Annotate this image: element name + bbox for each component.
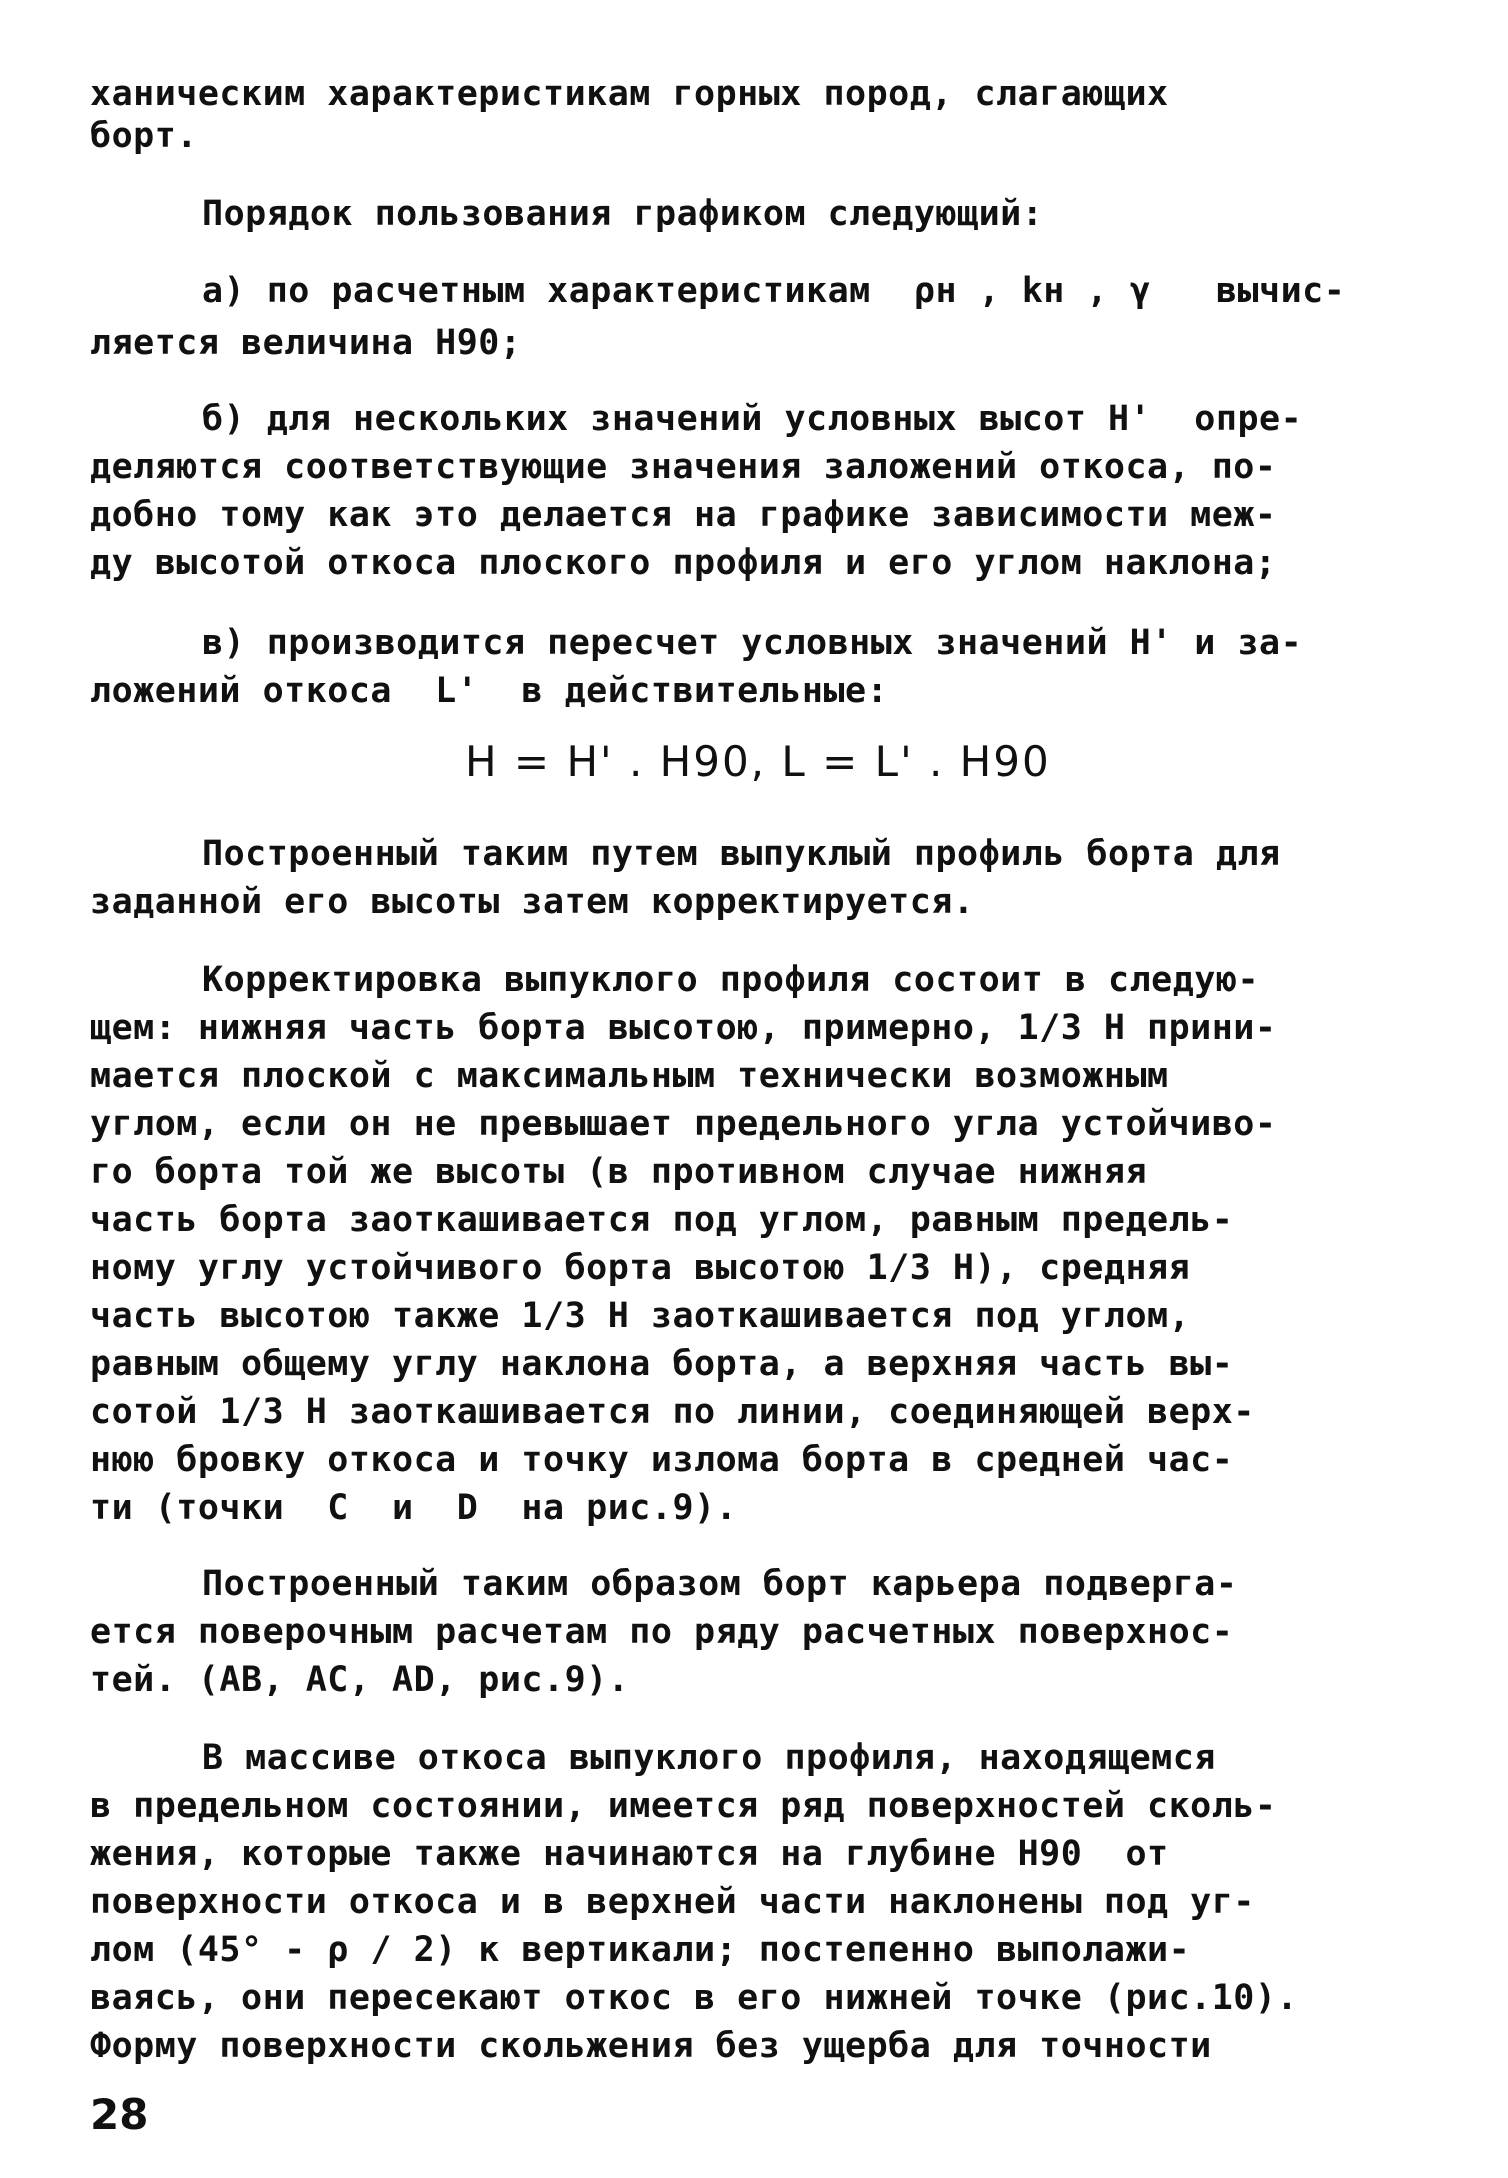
text-line: ному углу устойчивого борта высотою 1/3 H), средняя — [90, 1248, 1191, 1288]
text-line: в) производится пересчет условных значений H' и за- — [202, 623, 1303, 663]
text-line: Корректировка выпуклого профиля состоит в следую- — [202, 960, 1260, 1000]
formula: H = H' . H90, L = L' . H90 — [465, 737, 1051, 786]
text-line: щем: нижняя часть борта высотою, примерно, 1/3 H прини- — [90, 1008, 1277, 1048]
text-line: лом (45° - ρ / 2) к вертикали; постепенно выполажи- — [90, 1930, 1191, 1970]
text-line: углом, если он не превышает предельного угла устойчиво- — [90, 1104, 1277, 1144]
text-line: равным общему углу наклона борта, а верхняя часть вы- — [90, 1344, 1234, 1384]
text-line: тей. (AB, AC, AD, рис.9). — [90, 1660, 630, 1700]
text-line: ложений откоса L' в действительные: — [90, 671, 889, 711]
text-line: В массиве откоса выпуклого профиля, находящемся — [202, 1738, 1216, 1778]
text-line: ти (точки C и D на рис.9). — [90, 1488, 738, 1528]
text-line: а) по расчетным характеристикам ρн , kн , γ вычис- — [202, 271, 1346, 311]
text-line: заданной его высоты затем корректируется. — [90, 882, 975, 922]
text-line: ляется величина H90; — [90, 323, 522, 363]
text-line: нюю бровку откоса и точку излома борта в средней час- — [90, 1440, 1234, 1480]
text-line: добно тому как это делается на графике зависимости меж- — [90, 495, 1277, 535]
text-line: ханическим характеристикам горных пород, слагающих — [90, 74, 1169, 114]
text-line: Построенный таким путем выпуклый профиль борта для — [202, 834, 1281, 874]
text-line: поверхности откоса и в верхней части наклонены под уг- — [90, 1882, 1255, 1922]
text-line: часть борта заоткашивается под углом, равным предель- — [90, 1200, 1234, 1240]
text-line: деляются соответствующие значения заложений откоса, по- — [90, 447, 1277, 487]
text-line: в предельном состоянии, имеется ряд поверхностей сколь- — [90, 1786, 1277, 1826]
text-line: б) для нескольких значений условных высот H' опре- — [202, 399, 1303, 439]
text-line: сотой 1/3 H заоткашивается по линии, соединяющей верх- — [90, 1392, 1255, 1432]
text-line: мается плоской с максимальным технически возможным — [90, 1056, 1169, 1096]
text-line: борт. — [90, 116, 198, 156]
text-line: ется поверочным расчетам по ряду расчетных поверхнос- — [90, 1612, 1234, 1652]
text-line: жения, которые также начинаются на глубине H90 от — [90, 1834, 1169, 1874]
text-line: го борта той же высоты (в противном случае нижняя — [90, 1152, 1148, 1192]
text-line: ду высотой откоса плоского профиля и его углом наклона; — [90, 543, 1277, 583]
text-line: ваясь, они пересекают откос в его нижней точке (рис.10). — [90, 1978, 1299, 2018]
text-line: Построенный таким образом борт карьера подверга- — [202, 1564, 1238, 1604]
page-number: 28 — [90, 2090, 149, 2139]
text-line: часть высотою также 1/3 H заоткашивается под углом, — [90, 1296, 1191, 1336]
text-line: Порядок пользования графиком следующий: — [202, 194, 1044, 234]
text-line: Форму поверхности скольжения без ущерба для точности — [90, 2026, 1212, 2066]
